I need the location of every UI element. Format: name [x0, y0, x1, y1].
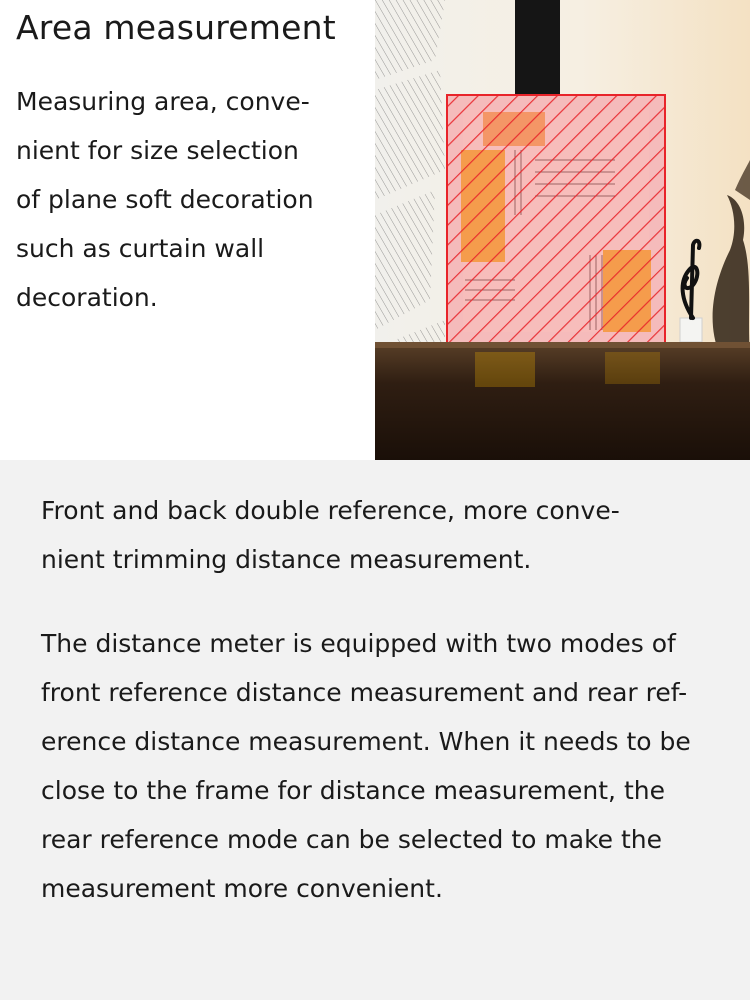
paragraph-line: erence distance measurement. When it needs to be — [41, 727, 691, 756]
area-laser-overlay — [447, 95, 665, 357]
paragraph-line: measurement more convenient. — [41, 874, 443, 903]
paragraph-line: nient trimming distance measurement. — [41, 545, 532, 574]
reference-summary — [41, 486, 620, 584]
section-title: Area measurement — [16, 8, 336, 47]
area-description — [16, 77, 361, 322]
area-measurement-section — [0, 0, 750, 460]
reference-details — [41, 619, 691, 913]
description-line: Measuring area, conve- — [16, 87, 310, 116]
paragraph-line: The distance meter is equipped with two modes of — [41, 629, 676, 658]
paragraph-line: close to the frame for distance measurement, the — [41, 776, 665, 805]
paragraph-line: front reference distance measurement and rear ref- — [41, 678, 688, 707]
photo-illustration — [375, 0, 750, 460]
wall-art-measurement-photo — [375, 0, 750, 460]
shelf — [375, 342, 750, 460]
lamp-pole — [515, 0, 560, 95]
paragraph-line: rear reference mode can be selected to make the — [41, 825, 663, 854]
description-line: of plane soft decoration — [16, 185, 314, 214]
paragraph-line: Front and back double reference, more conve- — [41, 496, 620, 525]
description-line: decoration. — [16, 283, 158, 312]
description-line: such as curtain wall — [16, 234, 265, 263]
description-line: nient for size selection — [16, 136, 299, 165]
reference-mode-section — [0, 460, 750, 1000]
